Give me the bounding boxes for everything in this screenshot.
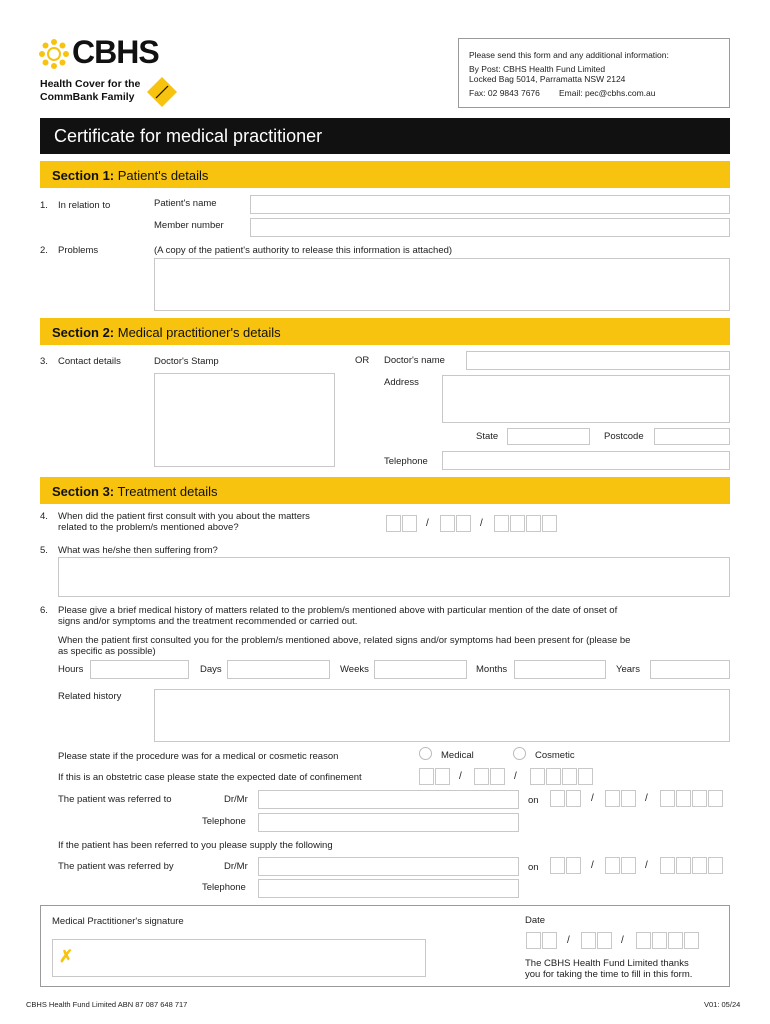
referred-to-label: The patient was referred to [58,794,172,805]
date-box[interactable] [494,515,509,532]
signature-label: Medical Practitioner's signature [52,916,184,927]
referred-by-telephone-input[interactable] [258,879,519,898]
dr-mr-label-2: Dr/Mr [224,861,248,872]
date-box[interactable] [550,790,565,807]
date-box[interactable] [542,932,557,949]
q6-line2: signs and/or symptoms and the treatment recommended or carried out. [58,616,358,627]
date-box[interactable] [435,768,450,785]
patient-name-label: Patient's name [154,198,217,209]
signature-input[interactable] [52,939,426,977]
date-box[interactable] [708,857,723,874]
date-box[interactable] [566,790,581,807]
date-box[interactable] [708,790,723,807]
hours-label: Hours [58,664,84,675]
date-box[interactable] [668,932,683,949]
title-bar [40,118,730,154]
section3-name: Treatment details [117,484,218,499]
weeks-input[interactable] [374,660,467,679]
date-separator: / [591,793,594,804]
footer-abn: CBHS Health Fund Limited ABN 87 087 648 717 [26,1000,188,1009]
brand-name: CBHS [72,34,159,70]
patient-name-input[interactable] [250,195,730,214]
medical-label: Medical [441,750,474,761]
date-box[interactable] [581,932,596,949]
date-box[interactable] [526,932,541,949]
date-box[interactable] [402,515,417,532]
date-box[interactable] [676,790,691,807]
date-box[interactable] [490,768,505,785]
weeks-label: Weeks [340,664,369,675]
q5-label: What was he/she then suffering from? [58,545,218,556]
date-box[interactable] [692,790,707,807]
q2-note: (A copy of the patient's authority to release this information is attached) [154,245,453,256]
telephone-label-referred-by: Telephone [202,882,246,893]
date-box[interactable] [546,768,561,785]
q3-number: 3. [40,356,48,367]
q1-label: In relation to [58,200,111,211]
send-intro: Please send this form and any additional information: [469,50,669,60]
date-box[interactable] [510,515,525,532]
years-input[interactable] [650,660,730,679]
cosmetic-radio[interactable] [513,747,526,760]
months-input[interactable] [514,660,606,679]
doctor-name-label: Doctor's name [384,355,445,366]
referred-by-doctor-input[interactable] [258,857,519,876]
date-box[interactable] [652,932,667,949]
date-label: Date [525,915,546,926]
q6-number: 6. [40,605,48,616]
related-history-textarea[interactable] [154,689,730,742]
q6-sub-line1: When the patient first consulted you for the problem/s mentioned above, related signs and/or symptoms had been present for (please be [58,635,631,646]
telephone-label: Telephone [384,456,428,467]
address-label: Address [384,377,419,388]
date-box[interactable] [440,515,455,532]
thanks-line1: The CBHS Health Fund Limited thanks [525,958,689,969]
post-line1: By Post: CBHS Health Fund Limited [469,64,606,74]
q3-label: Contact details [58,356,121,367]
send-info-box [458,38,730,108]
section3-label: Section 3: [52,484,115,499]
date-box[interactable] [692,857,707,874]
tagline-line2: CommBank Family [40,91,135,103]
tagline-line1: Health Cover for the [40,78,141,90]
date-separator: / [567,935,570,946]
date-box[interactable] [530,768,545,785]
procedure-label: Please state if the procedure was for a medical or cosmetic reason [58,751,339,762]
date-box[interactable] [550,857,565,874]
date-box[interactable] [386,515,401,532]
or-label: OR [355,355,370,366]
date-box[interactable] [456,515,471,532]
referred-to-you-heading: If the patient has been referred to you please supply the following [58,840,333,851]
date-separator: / [426,518,429,529]
q2-number: 2. [40,245,48,256]
q6-line1: Please give a brief medical history of matters related to the problem/s mentioned above with particular mention of the date of onset of [58,605,618,616]
page-title: Certificate for medical practitioner [54,126,323,146]
fax: Fax: 02 9843 7676 [469,88,540,98]
hours-input[interactable] [90,660,189,679]
q4-number: 4. [40,511,48,522]
q4-line1: When did the patient first consult with you about the matters [58,511,310,522]
date-separator: / [514,771,517,782]
q5-number: 5. [40,545,48,556]
days-input[interactable] [227,660,330,679]
date-separator: / [645,860,648,871]
commbank-diamond-icon [146,76,178,108]
referred-by-label: The patient was referred by [58,861,174,872]
date-box[interactable] [597,932,612,949]
section3-header [40,477,730,504]
related-history-label: Related history [58,691,122,702]
obstetric-label: If this is an obstetric case please state the expected date of confinement [58,772,362,783]
section1-header [40,161,730,188]
date-box[interactable] [660,790,675,807]
date-separator: / [591,860,594,871]
stamp-label: Doctor's Stamp [154,356,219,367]
date-separator: / [621,935,624,946]
medical-radio[interactable] [419,747,432,760]
sun-icon [38,38,70,70]
post-line2: Locked Bag 5014, Parramatta NSW 2124 [469,74,626,84]
address-input[interactable] [442,375,730,423]
email: Email: pec@cbhs.com.au [559,88,656,98]
cbhs-logo [38,36,188,106]
q4-line2: related to the problem/s mentioned above? [58,522,239,533]
thanks-line2: you for taking the time to fill in this form. [525,969,693,980]
q2-label: Problems [58,245,99,256]
referred-to-telephone-input[interactable] [258,813,519,832]
date-box[interactable] [419,768,434,785]
date-box[interactable] [660,857,675,874]
on-label-2: on [528,862,539,873]
telephone-label-referred-to: Telephone [202,816,246,827]
suffering-textarea[interactable] [58,557,730,597]
date-box[interactable] [605,857,620,874]
problems-textarea[interactable] [154,258,730,311]
footer-version: V01: 05/24 [704,1000,741,1009]
state-label: State [476,431,499,442]
date-separator: / [459,771,462,782]
date-box[interactable] [562,768,577,785]
q6-sub-line2: as specific as possible) [58,646,156,657]
section1-label: Section 1: [52,168,115,183]
date-box[interactable] [676,857,691,874]
referred-to-doctor-input[interactable] [258,790,519,809]
date-box[interactable] [542,515,557,532]
state-input[interactable] [507,428,590,445]
on-label: on [528,795,539,806]
date-box[interactable] [474,768,489,785]
postcode-input[interactable] [654,428,730,445]
date-box[interactable] [621,790,636,807]
date-box[interactable] [621,857,636,874]
days-label: Days [200,664,222,675]
date-box[interactable] [566,857,581,874]
months-label: Months [476,664,508,675]
date-separator: / [645,793,648,804]
section1-name: Patient's details [117,168,209,183]
date-box[interactable] [636,932,651,949]
date-box[interactable] [526,515,541,532]
dr-mr-label: Dr/Mr [224,794,248,805]
signature-mark: ✗ [59,947,74,966]
date-box[interactable] [605,790,620,807]
member-number-input[interactable] [250,218,730,237]
postcode-label: Postcode [604,431,644,442]
doctor-name-input[interactable] [466,351,730,370]
doctor-stamp-area[interactable] [154,373,335,467]
years-label: Years [616,664,640,675]
q1-number: 1. [40,200,48,211]
telephone-input[interactable] [442,451,730,470]
section2-header [40,318,730,345]
date-separator: / [480,518,483,529]
cosmetic-label: Cosmetic [535,750,575,761]
date-box[interactable] [578,768,593,785]
member-number-label: Member number [154,220,224,231]
signature-panel [40,905,730,987]
date-box[interactable] [684,932,699,949]
section2-label: Section 2: [52,325,115,340]
section2-name: Medical practitioner's details [117,325,281,340]
